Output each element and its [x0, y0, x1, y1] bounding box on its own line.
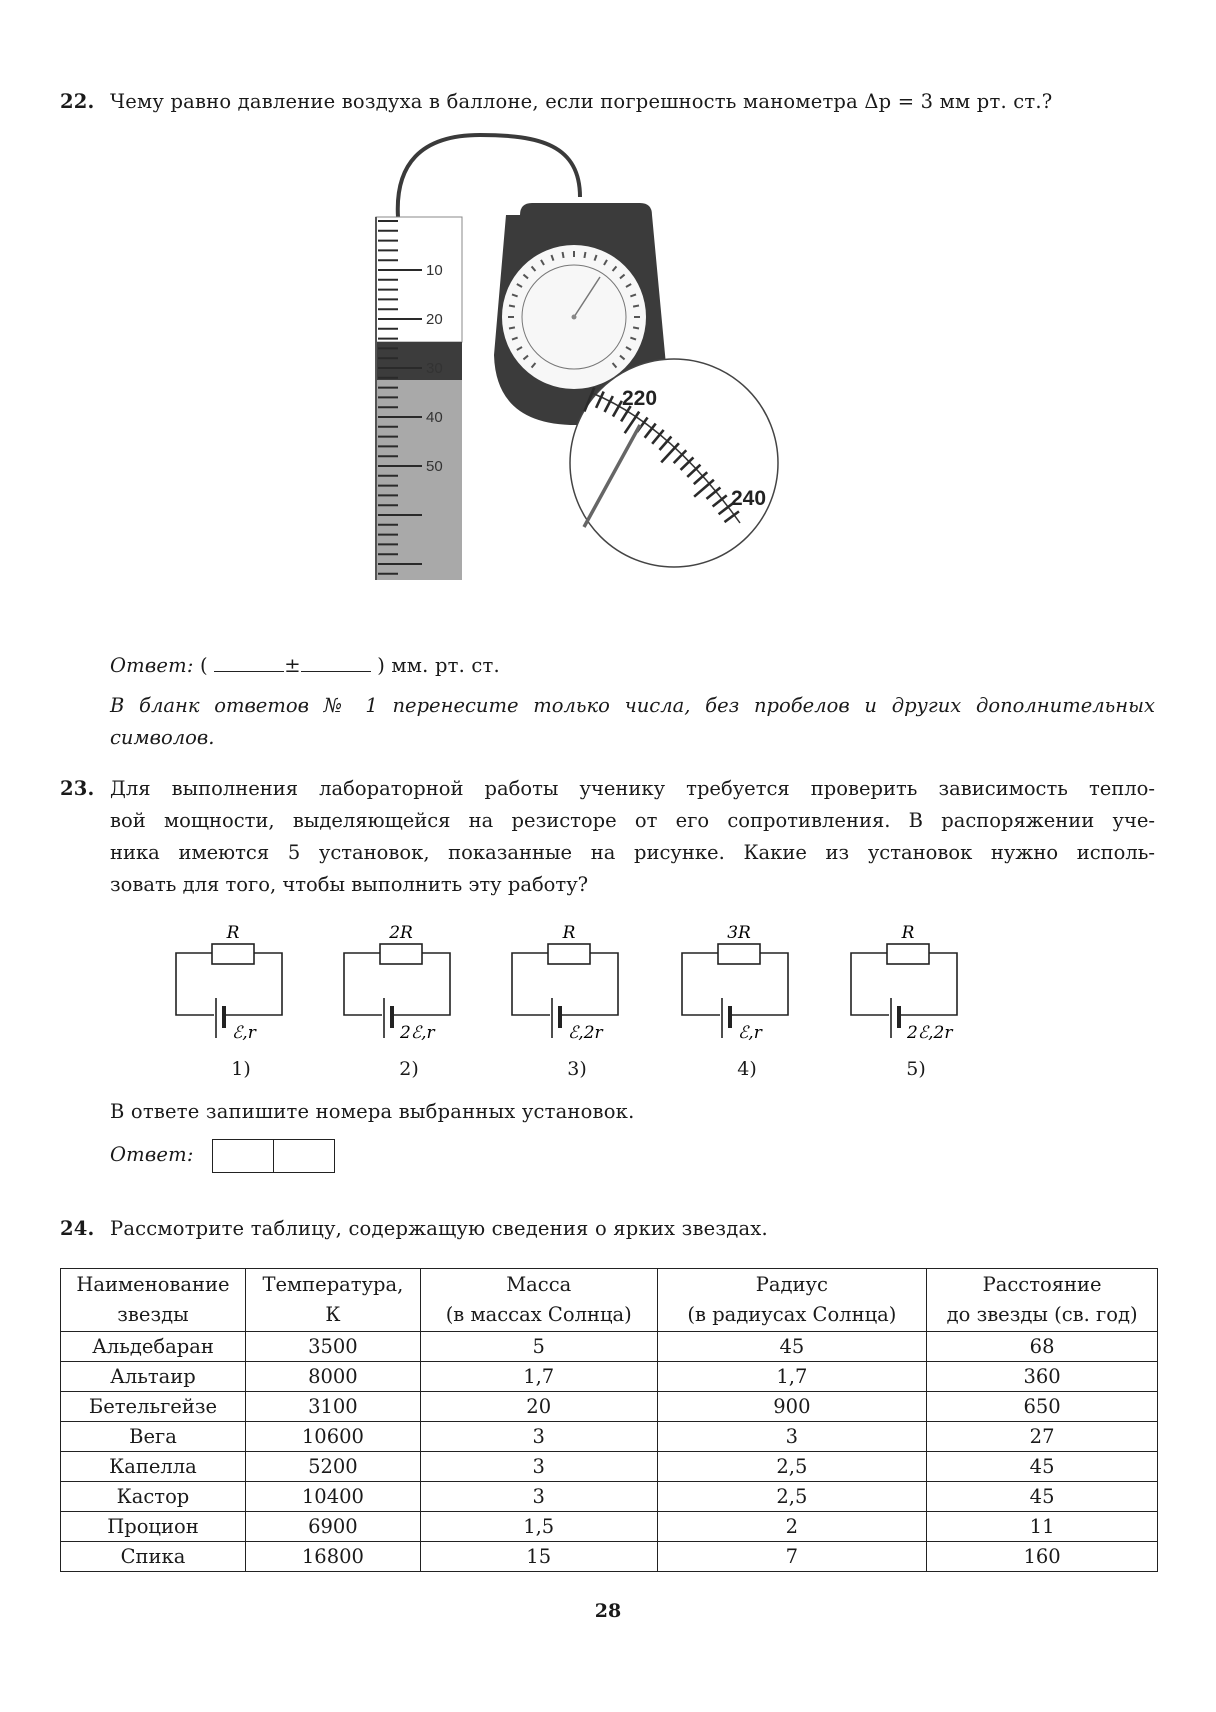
magnifier-label-240: 240	[731, 487, 767, 510]
table-header-cell	[927, 1269, 1158, 1332]
q22-instruction-line: В бланк ответов № 1 перенесите только числа, без пробелов и других дополнительных	[110, 694, 1155, 717]
table-cell: 7	[657, 1542, 927, 1572]
table-cell: 27	[927, 1422, 1158, 1452]
tube-scale-label: 10	[426, 262, 443, 279]
q22-question	[60, 86, 1052, 118]
q22-answer-error-field[interactable]	[301, 653, 371, 672]
table-cell: 11	[927, 1512, 1158, 1542]
table-cell: 1,7	[420, 1362, 657, 1392]
table-header-row	[61, 1269, 1158, 1332]
table-cell: 3500	[245, 1332, 420, 1362]
circuit-1	[176, 920, 306, 1085]
header-line: К	[325, 1303, 341, 1326]
q23-number: 23.	[60, 777, 95, 800]
table-cell: Процион	[61, 1512, 246, 1542]
resistor-symbol	[380, 944, 422, 964]
circuit-4	[682, 920, 812, 1085]
resistor-symbol	[548, 944, 590, 964]
q22-answer-pm: ±	[284, 654, 301, 677]
circuit-3	[512, 920, 642, 1085]
table-cell: 2,5	[657, 1452, 927, 1482]
resistor-symbol	[212, 944, 254, 964]
table-row	[61, 1482, 1158, 1512]
header-line: (в массах Солнца)	[445, 1303, 632, 1326]
table-cell: 1,5	[420, 1512, 657, 1542]
source-label: ℰ,r	[232, 1023, 256, 1043]
header-line: (в радиусах Солнца)	[687, 1303, 897, 1326]
q22-instruction	[110, 690, 1155, 754]
table-cell: Капелла	[61, 1452, 246, 1482]
circuit-number: 3)	[567, 1058, 587, 1080]
table-cell: 3	[657, 1422, 927, 1452]
table-header-cell	[657, 1269, 927, 1332]
q23-answer-cell-1[interactable]	[213, 1140, 273, 1172]
stars-table	[60, 1268, 1158, 1572]
table-row	[61, 1392, 1158, 1422]
magnifier-label-220: 220	[622, 387, 658, 410]
q24-question	[60, 1213, 768, 1245]
resistor-symbol	[718, 944, 760, 964]
gauge-dial	[502, 245, 646, 389]
q22-answer-unit: ) мм. рт. ст.	[377, 654, 500, 677]
header-line: Расстояние	[982, 1273, 1102, 1296]
page-number: 28	[594, 1600, 622, 1622]
resistor-label: R	[562, 923, 576, 943]
table-cell: Вега	[61, 1422, 246, 1452]
table-cell: 2	[657, 1512, 927, 1542]
q24-text: Рассмотрите таблицу, содержащую сведения о ярких звездах.	[110, 1217, 768, 1240]
table-cell: 45	[927, 1452, 1158, 1482]
table-header-cell	[420, 1269, 657, 1332]
q23-line: зовать для того, чтобы выполнить эту работу?	[110, 873, 589, 896]
q23-number-wrap	[60, 773, 110, 805]
source-label: ℰ,2r	[568, 1023, 603, 1043]
table-cell: 160	[927, 1542, 1158, 1572]
table-header-cell	[245, 1269, 420, 1332]
tube-scale-label: 40	[426, 409, 443, 426]
source-label: 2ℰ,2r	[907, 1023, 953, 1043]
q23-question	[110, 773, 1155, 901]
resistor-label: 3R	[727, 923, 751, 943]
circuit-number: 2)	[399, 1058, 419, 1080]
table-row	[61, 1362, 1158, 1392]
dial-tick	[509, 327, 515, 328]
circuit-2	[344, 920, 474, 1085]
q22-number: 22.	[60, 90, 95, 113]
table-cell: 2,5	[657, 1482, 927, 1512]
table-header-cell	[61, 1269, 246, 1332]
table-row	[61, 1452, 1158, 1482]
table-row	[61, 1422, 1158, 1452]
q23-instruction: В ответе запишите номера выбранных установок.	[110, 1100, 635, 1123]
table-cell: 3100	[245, 1392, 420, 1422]
dial-tick	[633, 327, 639, 328]
circuit-number: 4)	[737, 1058, 757, 1080]
table-cell: 3	[420, 1422, 657, 1452]
table-row	[61, 1512, 1158, 1542]
tube-scale-label: 30	[426, 360, 443, 377]
manometer-figure	[340, 125, 840, 635]
q23-line: ника имеются 5 установок, показанные на рисунке. Какие из установок нужно исполь-	[110, 841, 1155, 864]
table-cell: 10600	[245, 1422, 420, 1452]
circuit-5	[851, 920, 981, 1085]
table-cell: 650	[927, 1392, 1158, 1422]
table-cell: 15	[420, 1542, 657, 1572]
table-cell: 3	[420, 1452, 657, 1482]
dial-tick	[633, 306, 639, 307]
header-line: звезды	[117, 1303, 189, 1326]
header-line: до звезды (св. год)	[946, 1303, 1138, 1326]
liquid-column-tube	[376, 217, 462, 580]
table-cell: Спика	[61, 1542, 246, 1572]
dial-tick	[509, 306, 515, 307]
table-cell: Альдебаран	[61, 1332, 246, 1362]
table-cell: 1,7	[657, 1362, 927, 1392]
q23-answer-boxes	[212, 1139, 335, 1173]
resistor-label: R	[226, 923, 240, 943]
table-cell: 900	[657, 1392, 927, 1422]
table-cell: 45	[927, 1482, 1158, 1512]
q23-line: вой мощности, выделяющейся на резисторе от его сопротивления. В распоряжении уче-	[110, 809, 1155, 832]
table-cell: 3	[420, 1482, 657, 1512]
tube-scale-label: 50	[426, 458, 443, 475]
table-cell: 5	[420, 1332, 657, 1362]
q24-number: 24.	[60, 1217, 95, 1240]
resistor-symbol	[887, 944, 929, 964]
header-line: Радиус	[755, 1273, 828, 1296]
q23-answer-label-text: Ответ:	[110, 1143, 194, 1166]
q22-answer-value-field[interactable]	[214, 653, 284, 672]
resistor-label: R	[901, 923, 915, 943]
tube-scale-label: 20	[426, 311, 443, 328]
table-cell: 5200	[245, 1452, 420, 1482]
table-cell: 6900	[245, 1512, 420, 1542]
table-cell: 16800	[245, 1542, 420, 1572]
table-cell: 45	[657, 1332, 927, 1362]
q23-line: Для выполнения лабораторной работы ученику требуется проверить зависимость тепло-	[110, 777, 1155, 800]
table-cell: Альтаир	[61, 1362, 246, 1392]
header-line: Масса	[506, 1273, 572, 1296]
table-cell: Бетельгейзе	[61, 1392, 246, 1422]
q22-answer-open: (	[200, 654, 208, 677]
table-cell: 360	[927, 1362, 1158, 1392]
q23-answer-cell-2[interactable]	[273, 1140, 334, 1172]
magnifier-circle	[570, 359, 778, 567]
resistor-label: 2R	[389, 923, 413, 943]
q22-answer-line	[110, 650, 500, 682]
header-line: Температура,	[262, 1273, 404, 1296]
q23-answer-label	[110, 1139, 194, 1171]
circuit-number: 1)	[231, 1058, 251, 1080]
circuit-number: 5)	[906, 1058, 926, 1080]
q22-text: Чему равно давление воздуха в баллоне, если погрешность манометра Δp = 3 мм рт. ст.?	[110, 90, 1053, 113]
table-row	[61, 1542, 1158, 1572]
table-cell: 68	[927, 1332, 1158, 1362]
dial-tick	[563, 252, 564, 258]
source-label: ℰ,r	[738, 1023, 762, 1043]
q22-answer-label: Ответ:	[110, 654, 194, 677]
header-line: Наименование	[76, 1273, 230, 1296]
table-cell: 8000	[245, 1362, 420, 1392]
source-label: 2ℰ,r	[400, 1023, 435, 1043]
table-cell: Кастор	[61, 1482, 246, 1512]
table-cell: 20	[420, 1392, 657, 1422]
table-cell: 10400	[245, 1482, 420, 1512]
dial-tick	[584, 252, 585, 258]
q22-instruction-line: символов.	[110, 726, 215, 749]
table-row	[61, 1332, 1158, 1362]
